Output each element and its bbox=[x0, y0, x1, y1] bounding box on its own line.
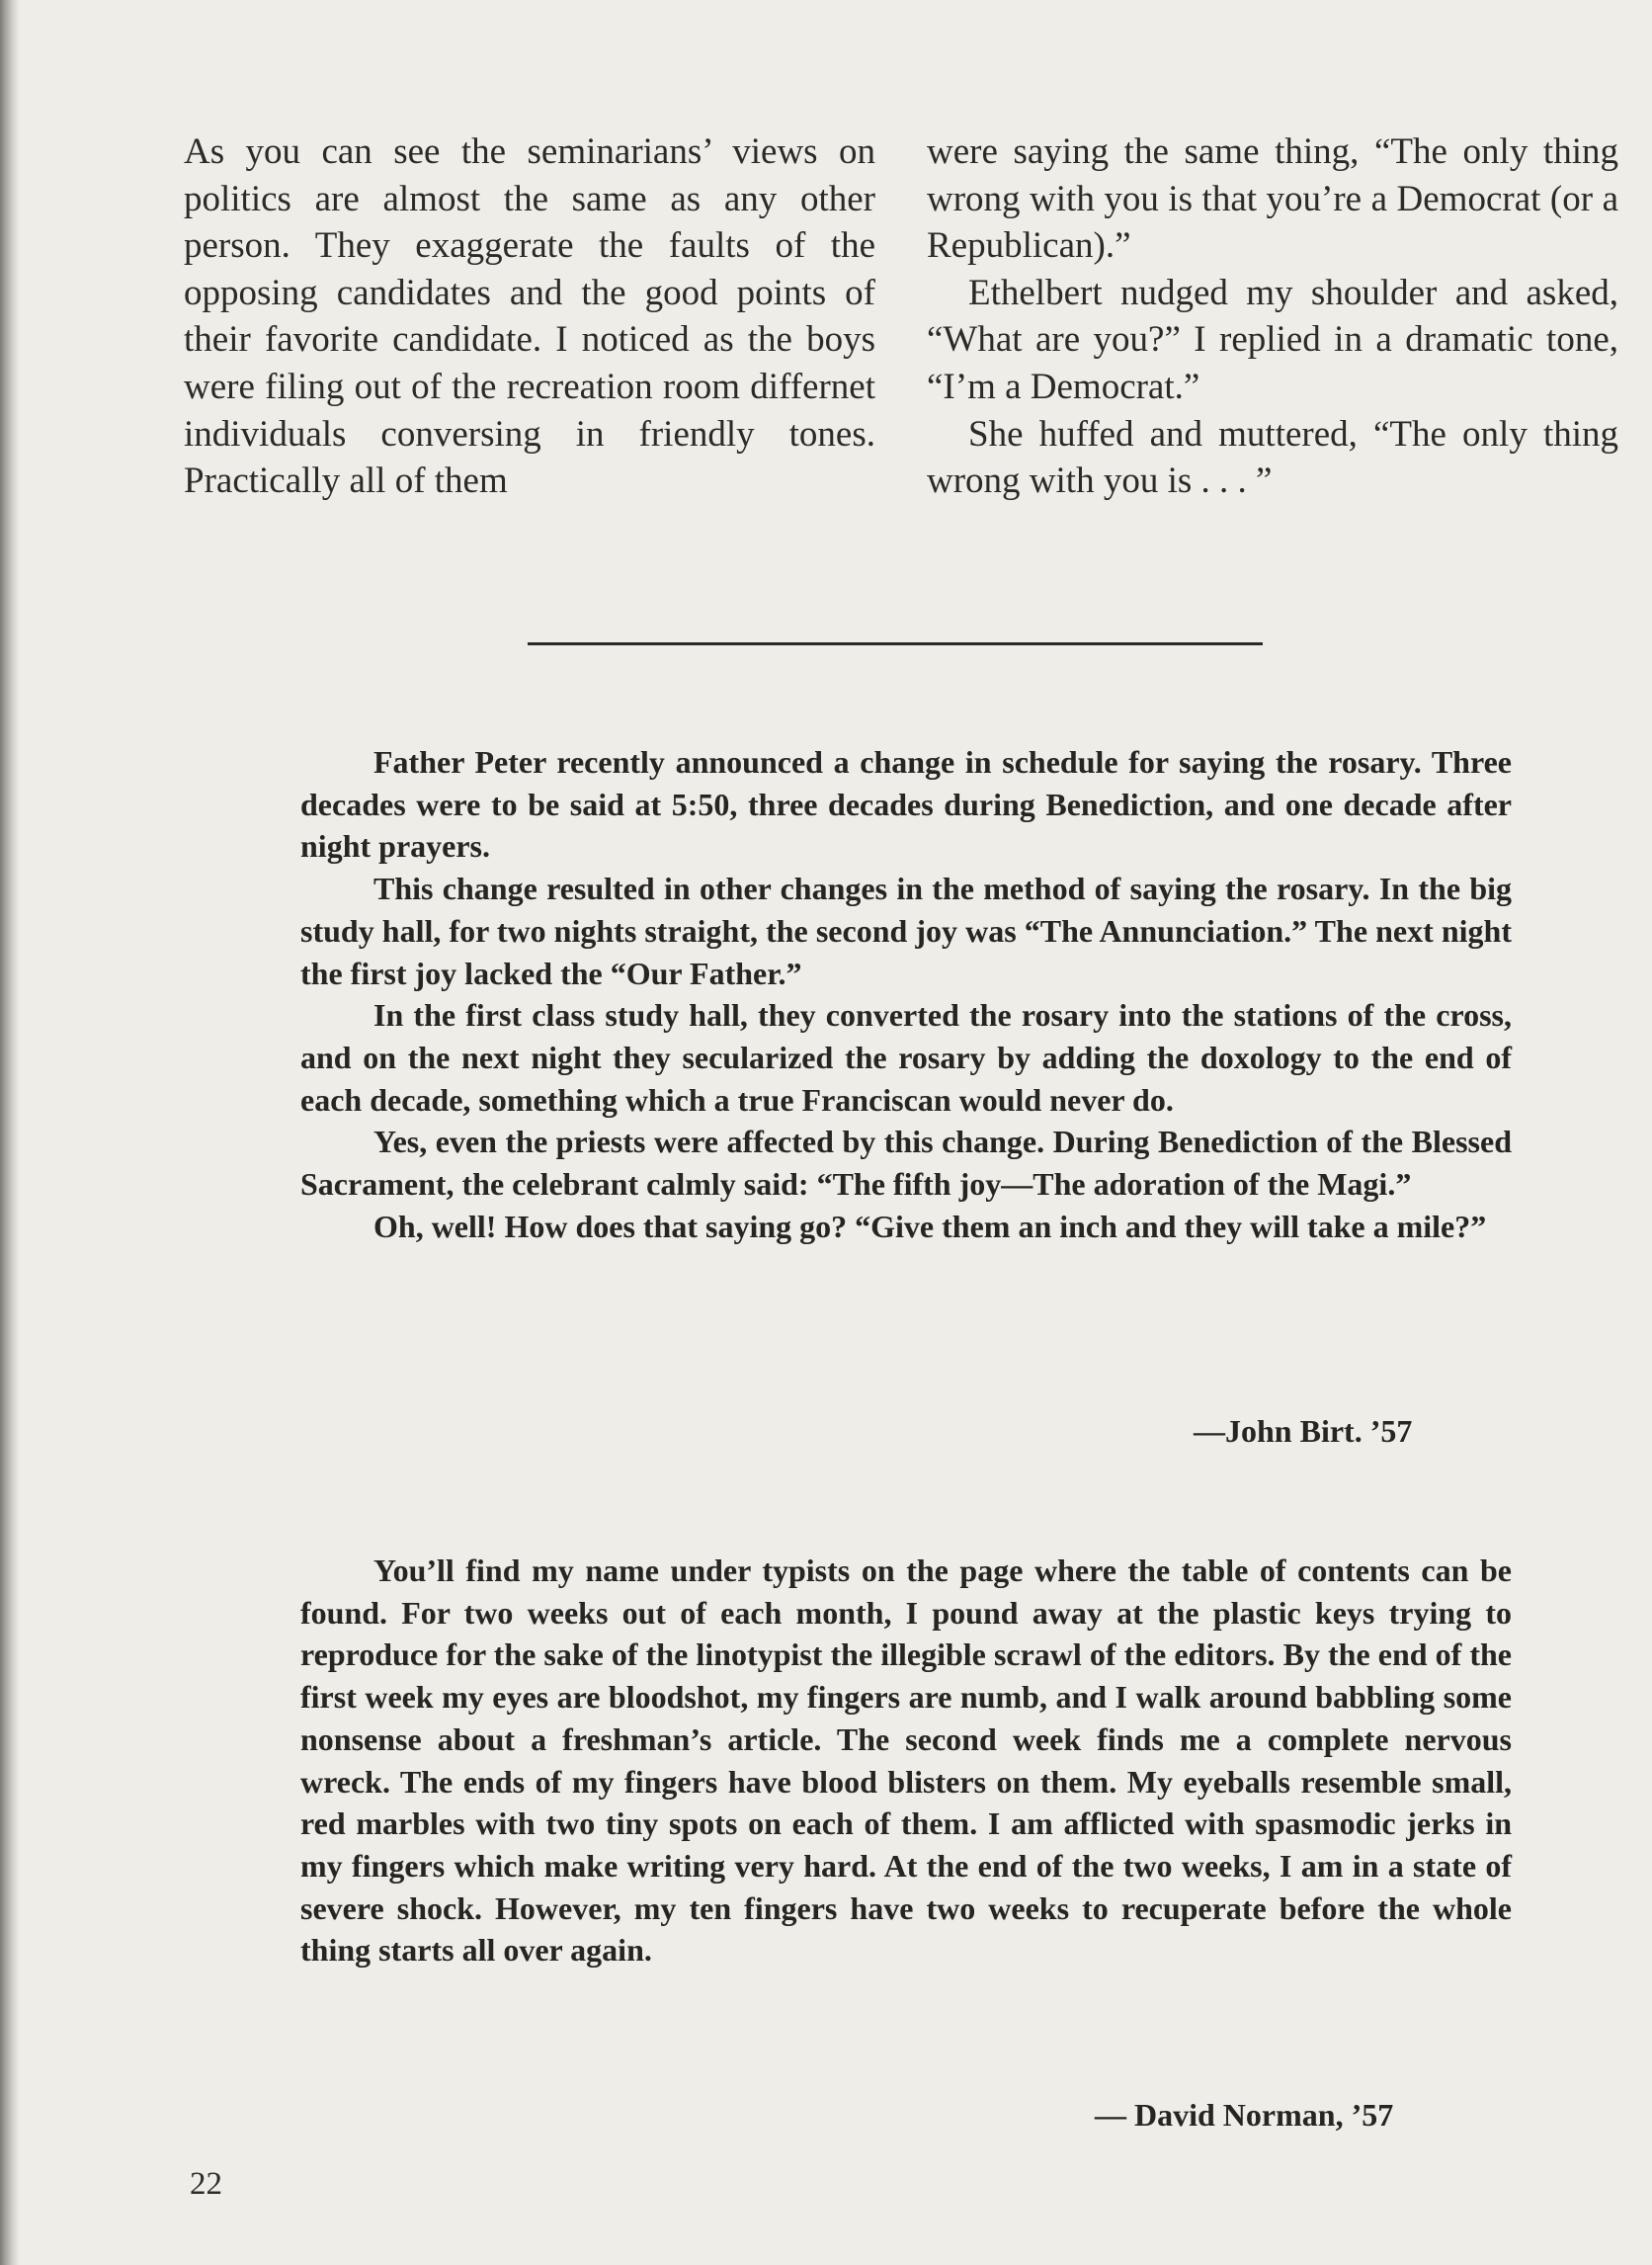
paragraph: As you can see the seminarians’ views on politics are almost the same as any other person. They exaggerate the faults of the opposing candidates and the good points of their favorite candidate. I noticed as the boys were filing out of the recreation room differnet individuals conversing in friendly tones. Practically all of them bbox=[184, 131, 875, 502]
page-number: 22 bbox=[190, 2166, 222, 2202]
paragraph: In the first class study hall, they converted the rosary into the stations of the cross, and on the next night they secularized the rosary by adding the doxology to the end of each decade, something which a true Franciscan would never do. bbox=[300, 997, 1512, 1118]
typist-article bbox=[300, 1550, 1512, 1971]
paragraph: Ethelbert nudged my shoulder and asked, “What are you?” I replied in a dramatic tone, “I’m a Democrat.” bbox=[927, 272, 1618, 407]
rosary-article bbox=[300, 741, 1512, 1247]
paragraph: She huffed and muttered, “The only thing wrong with you is . . . ” bbox=[927, 413, 1618, 502]
paragraph: You’ll find my name under typists on the page where the table of contents can be found. For two weeks out of each month, I pound away at the plastic keys trying to reproduce for the sake of the linotypist the illegible scrawl of the editors. By the end of the first week my eyes are bloodshot, my fingers are numb, and I walk around babbling some nonsense about a freshman’s article. The second week finds me a complete nervous wreck. The ends of my fingers have blood blisters on them. My eyeballs resemble small, red marbles with two tiny spots on each of them. I am afflicted with spasmodic jerks in my fingers which make writing very hard. At the end of the two weeks, I am in a state of severe shock. However, my ten fingers have two weeks to recuperate before the whole thing starts all over again. bbox=[300, 1552, 1512, 1969]
section-divider bbox=[528, 642, 1263, 645]
top-article-right-column bbox=[927, 128, 1618, 505]
top-article-left-column bbox=[184, 128, 875, 505]
paragraph: This change resulted in other changes in the method of saying the rosary. In the big study hall, for two nights straight, the second joy was “The Annunciation.” The next night the first joy lacked the “Our Father.” bbox=[300, 871, 1512, 991]
paragraph: were saying the same thing, “The only thing wrong with you is that you’re a Democrat (or a Republican).” bbox=[927, 131, 1618, 267]
page-binding-shadow bbox=[0, 0, 20, 2265]
paragraph: Father Peter recently announced a change in schedule for saying the rosary. Three decades were to be said at 5:50, three decades during Benediction, and one decade after night prayers. bbox=[300, 744, 1512, 865]
author-signature: —John Birt. ’57 bbox=[1194, 1413, 1413, 1449]
author-signature: — David Norman, ’57 bbox=[1095, 2097, 1394, 2133]
paragraph: Yes, even the priests were affected by this change. During Benediction of the Blessed Sacrament, the celebrant calmly said: “The fifth joy—The adoration of the Magi.” bbox=[300, 1124, 1512, 1203]
paragraph: Oh, well! How does that saying go? “Give them an inch and they will take a mile?” bbox=[373, 1208, 1487, 1244]
